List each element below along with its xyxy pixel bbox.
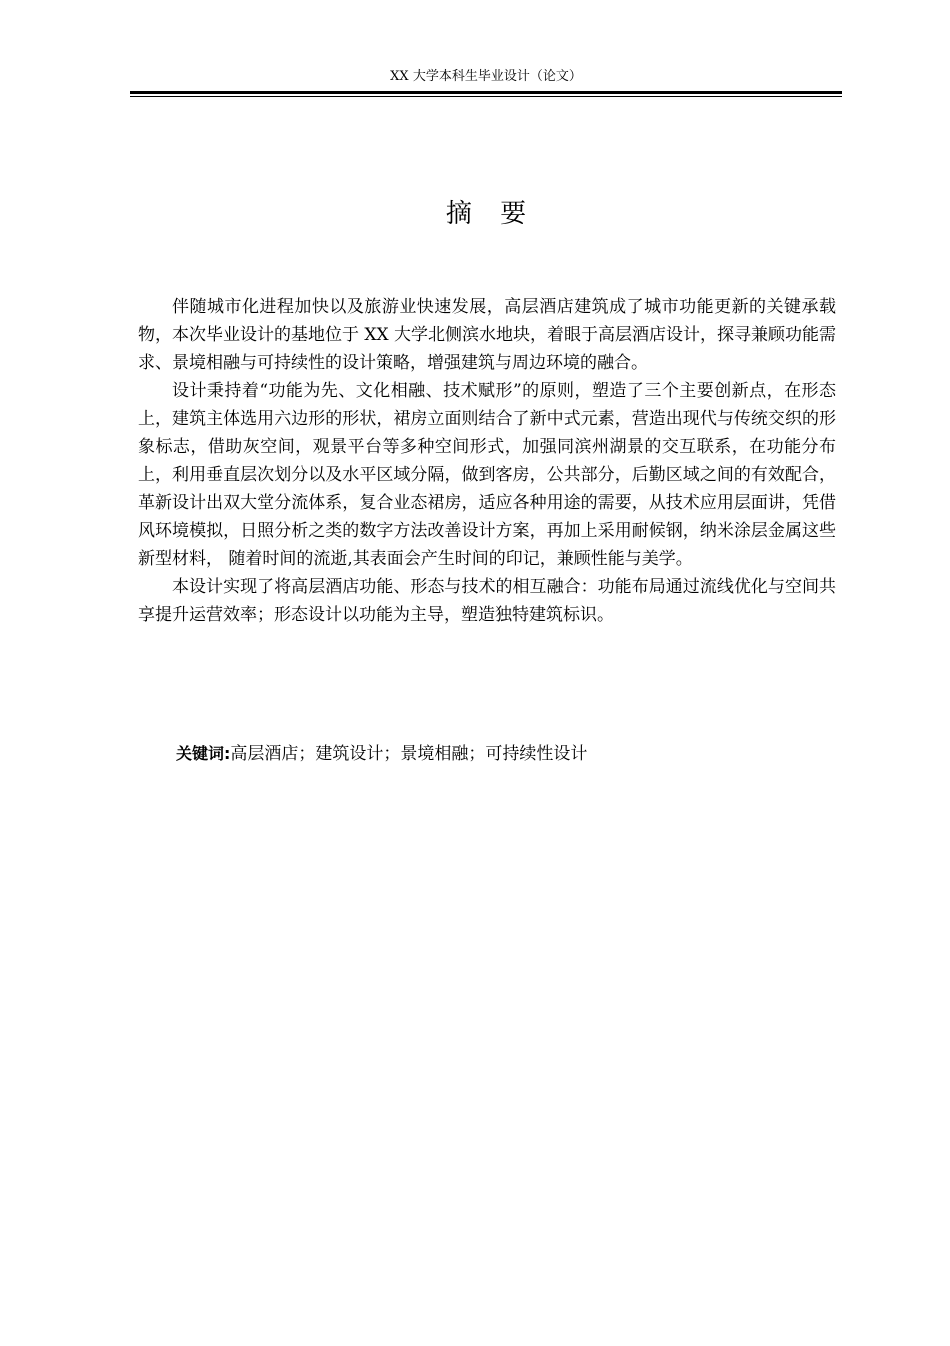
abstract-paragraph-3: 本设计实现了将高层酒店功能、形态与技术的相互融合：功能布局通过流线优化与空间共享提升运营效率；形态设计以功能为主导，塑造独特建筑标识。 — [138, 577, 836, 625]
abstract-paragraph-1: 伴随城市化进程加快以及旅游业快速发展，高层酒店建筑成了城市功能更新的关键承载物，本次毕业设计的基地位于 XX 大学北侧滨水地块，着眼于高层酒店设计，探寻兼顾功能需求、景境相融与可持续性的设计策略，增强建筑与周边环境的融合。 — [138, 297, 837, 373]
abstract-paragraph-2: 设计秉持着“功能为先、文化相融、技术赋形”的原则，塑造了三个主要创新点，在形态上，建筑主体选用六边形的形状，裙房立面则结合了新中式元素，营造出现代与传统交织的形象标志，借助灰空间，观景平台等多种空间形式，加强同滨州湖景的交互联系，在功能分布上，利用垂直层次划分以及水平区域分隔，做到客房，公共部分，后勤区域之间的有效配合，革新设计出双大堂分流体系，复合业态裙房，适应各种用途的需要，从技术应用层面讲，凭借风环境模拟，日照分析之类的数字方法改善设计方案，再加上采用耐候钢，纳米涂层金属这些新型材料， 随着时间的流逝,其表面会产生时间的印记，兼顾性能与美学。 — [138, 381, 836, 569]
keywords-label: 关键词: — [176, 744, 231, 763]
running-header: XX 大学本科生毕业设计（论文） — [390, 69, 582, 84]
keywords-text: 高层酒店；建筑设计；景境相融；可持续性设计 — [230, 744, 588, 764]
header-rule-thin — [130, 96, 842, 97]
abstract-body — [138, 293, 836, 629]
keywords-line — [176, 740, 836, 768]
header-rule-thick — [130, 91, 842, 94]
abstract-title: 摘 要 — [445, 199, 537, 229]
